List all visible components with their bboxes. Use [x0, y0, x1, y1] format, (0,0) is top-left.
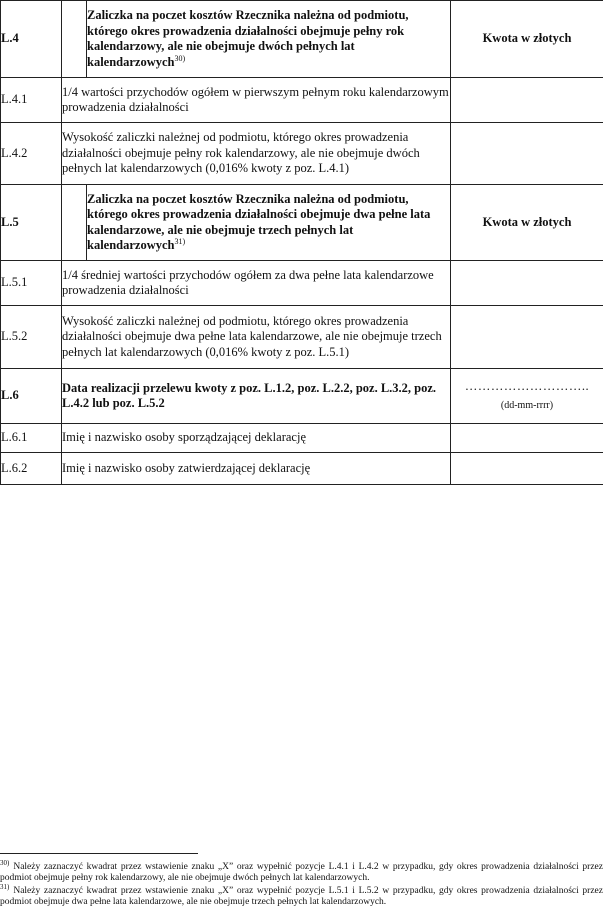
footnote-text: Należy zaznaczyć kwadrat przez wstawienie znaku „X” oraz wypełnić pozycje L.4.1 i L.4.2 w przypadku, gdy okres prowadzenia działalności przez podmiot obejmuje pełny rok kalendarzowy, ale nie obejmuje dwóch pełnych lat kalendarzowych. — [0, 862, 603, 884]
row-description: 1/4 wartości przychodów ogółem w pierwszym pełnym roku kalendarzowym prowadzenia działalności — [62, 78, 451, 123]
approver-name-field[interactable] — [451, 453, 603, 485]
section-title: Zaliczka na poczet kosztów Rzecznika należna od podmiotu, którego okres prowadzenia działalności obejmuje pełny rok kalendarzowy, ale nie obejmuje dwóch pełnych lat kalendarzowych$^{30)}$ — [87, 1, 451, 78]
section-title: Data realizacji przelewu kwoty z poz. L.1.2, poz. L.2.2, poz. L.3.2, poz. L.4.2 lub poz. L.5.2 — [62, 369, 451, 424]
footnote-number: 31) — [0, 883, 10, 891]
amount-header: Kwota w złotych — [451, 185, 603, 261]
footnote-30 — [0, 858, 603, 884]
row-description: Wysokość zaliczki należnej od podmiotu, którego okres prowadzenia działalności obejmuje dwa pełne lata kalendarzowe, ale nie obejmuje trzech pełnych lat kalendarzowych (0,016% kwoty z poz. L.5.1) — [62, 306, 451, 369]
row-code: L.4.1 — [1, 78, 62, 123]
row-code: L.4 — [1, 1, 62, 78]
checkbox-l5[interactable] — [62, 185, 87, 261]
row-l41 — [1, 78, 603, 123]
amount-field-l42[interactable] — [451, 123, 603, 185]
amount-field-l51[interactable] — [451, 261, 603, 306]
amount-field-l52[interactable] — [451, 306, 603, 369]
preparer-name-field[interactable] — [451, 424, 603, 453]
amount-field-l41[interactable] — [451, 78, 603, 123]
row-code: L.5 — [1, 185, 62, 261]
row-l4 — [1, 1, 603, 78]
row-code: L.5.2 — [1, 306, 62, 369]
footnote-separator — [0, 853, 198, 854]
row-l52 — [1, 306, 603, 369]
footnote-text: Należy zaznaczyć kwadrat przez wstawienie znaku „X” oraz wypełnić pozycje L.5.1 i L.5.2 w przypadku, gdy okres prowadzenia działalności przez podmiot obejmuje dwa pełne lata kalendarzowe, ale nie obejmuje trzech pełnych lat kalendarzowych. — [0, 886, 603, 908]
row-code: L.5.1 — [1, 261, 62, 306]
footnote-ref: 31) — [174, 236, 186, 246]
row-l5 — [1, 185, 603, 261]
row-l61 — [1, 424, 603, 453]
transfer-date-field[interactable] — [451, 369, 603, 424]
section-title: Zaliczka na poczet kosztów Rzecznika należna od podmiotu, którego okres prowadzenia działalności obejmuje dwa pełne lata kalendarzowe, ale nie obejmuje trzech pełnych lat kalendarzowych$^{31)}$ — [87, 185, 451, 261]
row-description: 1/4 średniej wartości przychodów ogółem za dwa pełne lata kalendarzowe prowadzenia działalności — [62, 261, 451, 306]
footnote-number: 30) — [0, 859, 10, 867]
row-description: Imię i nazwisko osoby zatwierdzającej deklarację — [62, 453, 451, 485]
row-l62 — [1, 453, 603, 485]
row-code: L.6.2 — [1, 453, 62, 485]
row-code: L.4.2 — [1, 123, 62, 185]
row-code: L.6.1 — [1, 424, 62, 453]
amount-header: Kwota w złotych — [451, 1, 603, 78]
row-description: Wysokość zaliczki należnej od podmiotu, którego okres prowadzenia działalności obejmuje pełny rok kalendarzowy, ale nie obejmuje dwóch pełnych lat kalendarzowych (0,016% kwoty z poz. L.4.1) — [62, 123, 451, 185]
footnote-ref: 30) — [174, 53, 186, 63]
row-l6 — [1, 369, 603, 424]
footnote-31 — [0, 882, 603, 908]
row-description: Imię i nazwisko osoby sporządzającej deklarację — [62, 424, 451, 453]
row-l51 — [1, 261, 603, 306]
checkbox-l4[interactable] — [62, 1, 87, 78]
row-l42 — [1, 123, 603, 185]
date-dots: ……………………….. — [464, 379, 590, 393]
date-format-hint: (dd-mm-rrrr) — [500, 399, 554, 411]
row-code: L.6 — [1, 369, 62, 424]
